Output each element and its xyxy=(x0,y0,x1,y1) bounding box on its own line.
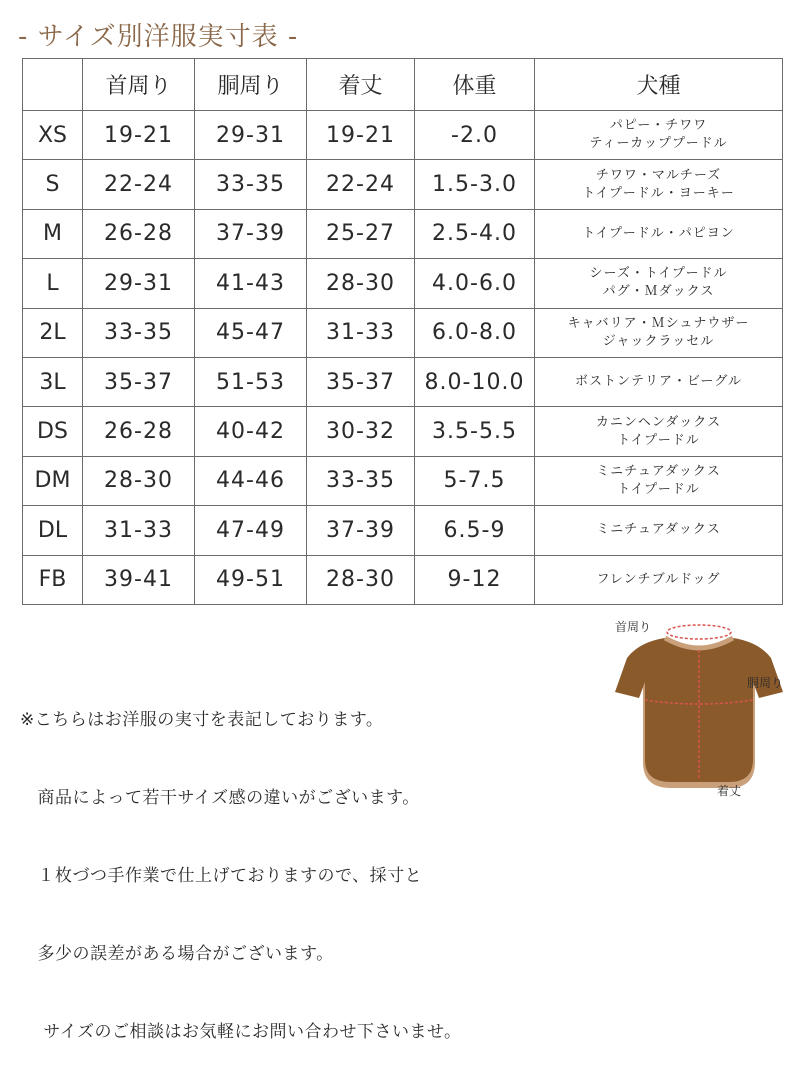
size-cell: L xyxy=(23,259,83,308)
weight-cell: 5-7.5 xyxy=(415,456,535,505)
breed-line: パグ・Ｍダックス xyxy=(602,284,715,300)
breed-cell xyxy=(535,555,783,604)
length-cell: 37-39 xyxy=(307,506,415,555)
chest-cell: 37-39 xyxy=(195,209,307,258)
breed-cell xyxy=(535,456,783,505)
size-cell: FB xyxy=(23,555,83,604)
note-line: 商品によって若干サイズ感の違いがございます。 xyxy=(20,788,420,808)
weight-cell: 2.5-4.0 xyxy=(415,209,535,258)
breed-line: チワワ・マルチーズ xyxy=(595,167,722,183)
length-cell: 30-32 xyxy=(307,407,415,456)
breed-line: パピー・チワワ xyxy=(609,118,708,134)
chest-label: 胴周り xyxy=(747,676,784,690)
breed-line: ミニチュアダックス xyxy=(596,522,721,538)
neck-cell: 22-24 xyxy=(83,160,195,209)
chest-cell: 40-42 xyxy=(195,407,307,456)
breed-cell xyxy=(535,407,783,456)
table-row xyxy=(23,209,783,258)
dog-shirt-illustration xyxy=(605,612,795,798)
neck-cell: 26-28 xyxy=(83,407,195,456)
weight-cell: -2.0 xyxy=(415,111,535,160)
length-cell: 28-30 xyxy=(307,555,415,604)
breed-line: シーズ・トイプードル xyxy=(589,266,728,282)
neck-cell: 33-35 xyxy=(83,308,195,357)
size-cell: 3L xyxy=(23,357,83,406)
header-breed: 犬種 xyxy=(535,59,783,111)
breed-line: ミニチュアダックス xyxy=(596,463,721,479)
garment-measurement-figure xyxy=(605,612,795,798)
chest-cell: 45-47 xyxy=(195,308,307,357)
size-cell: DS xyxy=(23,407,83,456)
chest-cell: 29-31 xyxy=(195,111,307,160)
header-neck: 首周り xyxy=(83,59,195,111)
table-row xyxy=(23,407,783,456)
table-row xyxy=(23,308,783,357)
length-cell: 22-24 xyxy=(307,160,415,209)
breed-line: トイプードル xyxy=(617,481,700,497)
table-row xyxy=(23,555,783,604)
weight-cell: 6.0-8.0 xyxy=(415,308,535,357)
breed-line: トイプードル・パピヨン xyxy=(582,225,735,241)
chest-cell: 44-46 xyxy=(195,456,307,505)
chest-cell: 41-43 xyxy=(195,259,307,308)
note-line: 多少の誤差がある場合がございます。 xyxy=(20,944,334,964)
table-row xyxy=(23,160,783,209)
size-cell: M xyxy=(23,209,83,258)
size-cell: DL xyxy=(23,506,83,555)
breed-cell xyxy=(535,259,783,308)
neck-measure-line xyxy=(667,625,731,639)
weight-cell: 3.5-5.5 xyxy=(415,407,535,456)
breed-line: ジャックラッセル xyxy=(602,333,715,349)
header-length: 着丈 xyxy=(307,59,415,111)
neck-cell: 35-37 xyxy=(83,357,195,406)
length-cell: 35-37 xyxy=(307,357,415,406)
chest-cell: 33-35 xyxy=(195,160,307,209)
size-chart-table xyxy=(22,58,783,605)
breed-cell xyxy=(535,308,783,357)
size-cell: 2L xyxy=(23,308,83,357)
note-line: １枚づつ手作業で仕上げておりますので、採寸と xyxy=(20,866,423,886)
chest-cell: 51-53 xyxy=(195,357,307,406)
header-weight: 体重 xyxy=(415,59,535,111)
neck-label: 首周り xyxy=(615,620,652,634)
breed-cell xyxy=(535,209,783,258)
chest-cell: 47-49 xyxy=(195,506,307,555)
weight-cell: 4.0-6.0 xyxy=(415,259,535,308)
breed-cell xyxy=(535,111,783,160)
table-row xyxy=(23,506,783,555)
size-cell: S xyxy=(23,160,83,209)
header-size xyxy=(23,59,83,111)
breed-cell xyxy=(535,160,783,209)
neck-cell: 31-33 xyxy=(83,506,195,555)
neck-cell: 28-30 xyxy=(83,456,195,505)
length-cell: 25-27 xyxy=(307,209,415,258)
breed-line: ティーカッププードル xyxy=(589,136,728,152)
breed-cell xyxy=(535,357,783,406)
length-cell: 33-35 xyxy=(307,456,415,505)
weight-cell: 9-12 xyxy=(415,555,535,604)
breed-line: キャバリア・Ｍシュナウザー xyxy=(567,315,750,331)
breed-line: フレンチブルドッグ xyxy=(596,571,721,587)
breed-line: トイプードル xyxy=(617,432,700,448)
table-row xyxy=(23,111,783,160)
table-row xyxy=(23,259,783,308)
table-header-row xyxy=(23,59,783,111)
breed-line: カニンヘンダックス xyxy=(595,414,722,430)
weight-cell: 1.5-3.0 xyxy=(415,160,535,209)
length-cell: 31-33 xyxy=(307,308,415,357)
weight-cell: 6.5-9 xyxy=(415,506,535,555)
note-line: ※こちらはお洋服の実寸を表記しております。 xyxy=(20,710,384,730)
page-title: - サイズ別洋服実寸表 - xyxy=(18,22,299,52)
length-cell: 28-30 xyxy=(307,259,415,308)
chest-cell: 49-51 xyxy=(195,555,307,604)
breed-cell xyxy=(535,506,783,555)
header-chest: 胴周り xyxy=(195,59,307,111)
size-cell: DM xyxy=(23,456,83,505)
table-row xyxy=(23,456,783,505)
neck-cell: 39-41 xyxy=(83,555,195,604)
table-row xyxy=(23,357,783,406)
note-line: サイズのご相談はお気軽にお問い合わせ下さいませ。 xyxy=(20,1022,462,1042)
notes xyxy=(20,655,462,1071)
size-cell: XS xyxy=(23,111,83,160)
length-cell: 19-21 xyxy=(307,111,415,160)
neck-cell: 26-28 xyxy=(83,209,195,258)
breed-line: トイプードル・ヨーキー xyxy=(582,185,735,201)
neck-cell: 19-21 xyxy=(83,111,195,160)
length-label: 着丈 xyxy=(717,784,742,798)
neck-cell: 29-31 xyxy=(83,259,195,308)
breed-line: ボストンテリア・ビーグル xyxy=(574,374,743,390)
weight-cell: 8.0-10.0 xyxy=(415,357,535,406)
